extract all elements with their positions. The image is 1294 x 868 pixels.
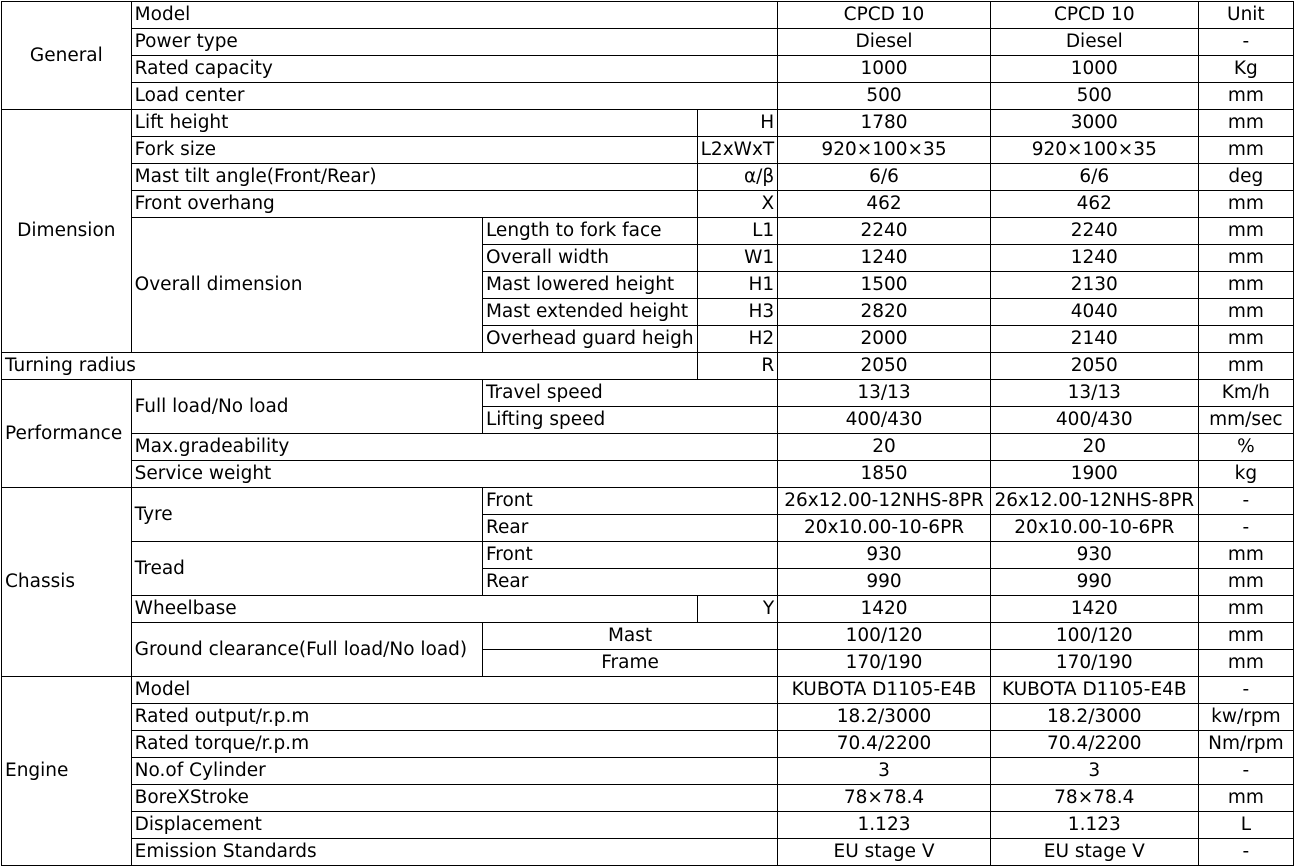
unit: mm (1198, 326, 1293, 353)
unit: - (1198, 758, 1293, 785)
value-2: 2130 (990, 272, 1198, 299)
value-2: 400/430 (990, 407, 1198, 434)
unit-header: Unit (1198, 2, 1293, 29)
group-label-general: General (2, 2, 132, 110)
row-label-tread: Tread (131, 542, 482, 596)
group-label-chassis: Chassis (2, 488, 132, 677)
value-1: 1000 (778, 56, 991, 83)
unit: mm (1198, 650, 1293, 677)
row-label: Mast tilt angle(Front/Rear) (131, 164, 697, 191)
row-label: Front overhang (131, 191, 697, 218)
table-row (2, 29, 1294, 56)
symbol: α/β (697, 164, 778, 191)
value-2: 990 (990, 569, 1198, 596)
row-label: Emission Standards (131, 839, 778, 866)
symbol: H1 (697, 272, 778, 299)
row-label-full-load: Full load/No load (131, 380, 482, 434)
symbol: L1 (697, 218, 778, 245)
value-2: 1240 (990, 245, 1198, 272)
unit: % (1198, 434, 1293, 461)
row-label: Wheelbase (131, 596, 697, 623)
row-label-tyre: Tyre (131, 488, 482, 542)
value-1: 18.2/3000 (778, 704, 991, 731)
symbol: R (697, 353, 778, 380)
row-label: Rated torque/r.p.m (131, 731, 778, 758)
table-row (2, 812, 1294, 839)
value-1: 2240 (778, 218, 991, 245)
table-row (2, 542, 1294, 569)
value-1: 1420 (778, 596, 991, 623)
spec-table (1, 1, 1294, 866)
value-2: 3000 (990, 110, 1198, 137)
unit: Km/h (1198, 380, 1293, 407)
value-2: 2050 (990, 353, 1198, 380)
value-2: 18.2/3000 (990, 704, 1198, 731)
sub-label: Lifting speed (482, 407, 777, 434)
unit: mm (1198, 83, 1293, 110)
value-1: 920×100×35 (778, 137, 991, 164)
value-2: 920×100×35 (990, 137, 1198, 164)
table-row (2, 164, 1294, 191)
unit: mm/sec (1198, 407, 1293, 434)
symbol: H3 (697, 299, 778, 326)
table-row (2, 785, 1294, 812)
sub-label: Front (482, 542, 777, 569)
row-label: Fork size (131, 137, 697, 164)
value-2: 70.4/2200 (990, 731, 1198, 758)
value-1: 1.123 (778, 812, 991, 839)
unit: mm (1198, 353, 1293, 380)
value-1: 78×78.4 (778, 785, 991, 812)
value-model-2: CPCD 10 (990, 2, 1198, 29)
value-1: 990 (778, 569, 991, 596)
row-label: Max.gradeability (131, 434, 778, 461)
sub-label: Travel speed (482, 380, 777, 407)
unit: - (1198, 488, 1293, 515)
table-row (2, 83, 1294, 110)
table-row (2, 380, 1294, 407)
table-row (2, 218, 1294, 245)
value-2: 500 (990, 83, 1198, 110)
value-2: 1000 (990, 56, 1198, 83)
unit: kw/rpm (1198, 704, 1293, 731)
sub-label: Overall width (482, 245, 697, 272)
table-row (2, 353, 1294, 380)
row-label: No.of Cylinder (131, 758, 778, 785)
table-row (2, 56, 1294, 83)
value-2: 1420 (990, 596, 1198, 623)
value-1: 400/430 (778, 407, 991, 434)
value-2: 930 (990, 542, 1198, 569)
unit: - (1198, 839, 1293, 866)
group-label-performance: Performance (2, 380, 132, 488)
table-row (2, 623, 1294, 650)
sub-label: Mast extended height (482, 299, 697, 326)
table-row (2, 677, 1294, 704)
value-1: 462 (778, 191, 991, 218)
value-1: EU stage V (778, 839, 991, 866)
value-2: 2140 (990, 326, 1198, 353)
value-1: 2000 (778, 326, 991, 353)
unit: kg (1198, 461, 1293, 488)
value-1: 1240 (778, 245, 991, 272)
unit: mm (1198, 137, 1293, 164)
sub-label: Mast lowered height (482, 272, 697, 299)
sub-label: Mast (482, 623, 777, 650)
symbol: H2 (697, 326, 778, 353)
unit: Nm/rpm (1198, 731, 1293, 758)
row-label-turning-radius: Turning radius (2, 353, 698, 380)
unit: Kg (1198, 56, 1293, 83)
table-row (2, 596, 1294, 623)
value-2: 462 (990, 191, 1198, 218)
value-2: 13/13 (990, 380, 1198, 407)
unit: L (1198, 812, 1293, 839)
value-2: 4040 (990, 299, 1198, 326)
sub-label: Rear (482, 515, 777, 542)
row-label: Model (131, 2, 778, 29)
value-1: KUBOTA D1105-E4B (778, 677, 991, 704)
row-label: Model (131, 677, 778, 704)
value-2: 6/6 (990, 164, 1198, 191)
value-2: 100/120 (990, 623, 1198, 650)
value-1: 500 (778, 83, 991, 110)
value-2: 20 (990, 434, 1198, 461)
symbol: H (697, 110, 778, 137)
unit: mm (1198, 245, 1293, 272)
unit: mm (1198, 191, 1293, 218)
unit: mm (1198, 299, 1293, 326)
unit: mm (1198, 218, 1293, 245)
value-2: KUBOTA D1105-E4B (990, 677, 1198, 704)
value-1: 6/6 (778, 164, 991, 191)
sub-label: Length to fork face (482, 218, 697, 245)
sub-label: Overhead guard heigh (482, 326, 697, 353)
table-row (2, 191, 1294, 218)
table-row (2, 731, 1294, 758)
value-2: 3 (990, 758, 1198, 785)
unit: deg (1198, 164, 1293, 191)
value-2: 1900 (990, 461, 1198, 488)
row-label: Power type (131, 29, 778, 56)
value-1: 930 (778, 542, 991, 569)
table-row (2, 137, 1294, 164)
unit: mm (1198, 569, 1293, 596)
unit: - (1198, 515, 1293, 542)
value-2: EU stage V (990, 839, 1198, 866)
unit: mm (1198, 785, 1293, 812)
table-row (2, 110, 1294, 137)
row-label-ground-clearance: Ground clearance(Full load/No load) (131, 623, 482, 677)
row-label: Rated capacity (131, 56, 778, 83)
value-2: 26x12.00-12NHS-8PR (990, 488, 1198, 515)
value-1: 100/120 (778, 623, 991, 650)
group-label-dimension: Dimension (2, 110, 132, 353)
unit: mm (1198, 596, 1293, 623)
value-1: 1850 (778, 461, 991, 488)
row-label: Rated output/r.p.m (131, 704, 778, 731)
sub-label: Rear (482, 569, 777, 596)
sub-label: Front (482, 488, 777, 515)
value-1: 70.4/2200 (778, 731, 991, 758)
value-2: 170/190 (990, 650, 1198, 677)
value-1: 3 (778, 758, 991, 785)
unit: mm (1198, 542, 1293, 569)
unit: mm (1198, 623, 1293, 650)
symbol: X (697, 191, 778, 218)
value-model-1: CPCD 10 (778, 2, 991, 29)
table-row (2, 2, 1294, 29)
unit: mm (1198, 272, 1293, 299)
unit: - (1198, 29, 1293, 56)
unit: - (1198, 677, 1293, 704)
value-2: 1.123 (990, 812, 1198, 839)
value-1: 170/190 (778, 650, 991, 677)
table-row (2, 839, 1294, 866)
sub-label: Frame (482, 650, 777, 677)
value-1: 26x12.00-12NHS-8PR (778, 488, 991, 515)
unit: mm (1198, 110, 1293, 137)
table-row (2, 461, 1294, 488)
row-label-overall-dimension: Overall dimension (131, 218, 482, 353)
symbol: W1 (697, 245, 778, 272)
row-label: Load center (131, 83, 778, 110)
table-row (2, 488, 1294, 515)
row-label: BoreXStroke (131, 785, 778, 812)
table-row (2, 434, 1294, 461)
symbol: Y (697, 596, 778, 623)
value-1: 13/13 (778, 380, 991, 407)
table-row (2, 758, 1294, 785)
symbol: L2xWxT (697, 137, 778, 164)
group-label-engine: Engine (2, 677, 132, 866)
value-2: Diesel (990, 29, 1198, 56)
value-1: 1780 (778, 110, 991, 137)
row-label: Displacement (131, 812, 778, 839)
value-2: 2240 (990, 218, 1198, 245)
table-row (2, 704, 1294, 731)
value-2: 20x10.00-10-6PR (990, 515, 1198, 542)
value-1: Diesel (778, 29, 991, 56)
value-2: 78×78.4 (990, 785, 1198, 812)
value-1: 2050 (778, 353, 991, 380)
row-label: Lift height (131, 110, 697, 137)
value-1: 20 (778, 434, 991, 461)
value-1: 20x10.00-10-6PR (778, 515, 991, 542)
value-1: 2820 (778, 299, 991, 326)
row-label: Service weight (131, 461, 778, 488)
value-1: 1500 (778, 272, 991, 299)
